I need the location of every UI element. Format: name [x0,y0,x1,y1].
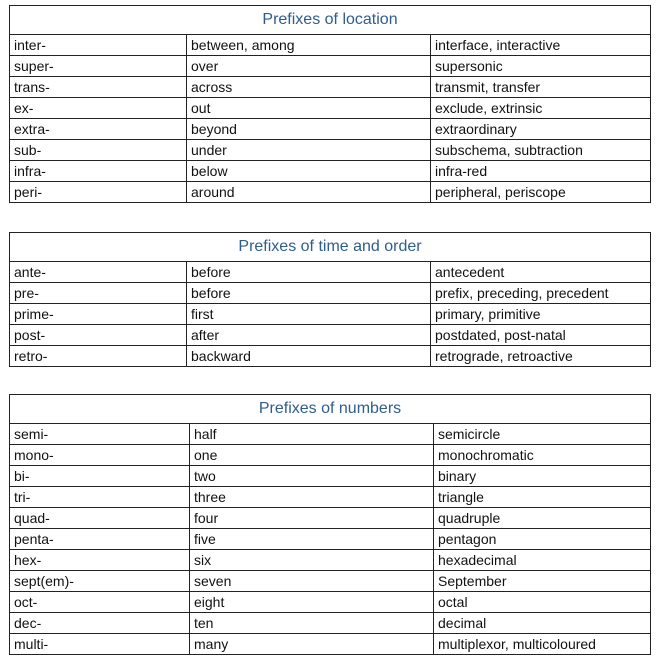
table-row [10,77,651,98]
prefix-cell: prime- [10,304,187,325]
meaning-cell: before [187,262,431,283]
prefix-cell: ante- [10,262,187,283]
meaning-cell: five [190,529,434,550]
example-cell: hexadecimal [434,550,651,571]
prefix-cell: inter- [10,35,187,56]
example-cell: monochromatic [434,445,651,466]
example-cell: antecedent [431,262,651,283]
example-cell: multiplexor, multicoloured [434,634,651,655]
prefix-cell: super- [10,56,187,77]
prefix-cell: hex- [10,550,190,571]
example-cell: semicircle [434,424,651,445]
example-cell: decimal [434,613,651,634]
number-prefixes-table [9,394,651,655]
meaning-cell: across [187,77,431,98]
prefix-cell: dec- [10,613,190,634]
meaning-cell: below [187,161,431,182]
example-cell: retrograde, retroactive [431,346,651,367]
table-row [10,304,651,325]
table-row [10,283,651,304]
prefix-cell: ex- [10,98,187,119]
meaning-cell: under [187,140,431,161]
example-cell: exclude, extrinsic [431,98,651,119]
meaning-cell: beyond [187,119,431,140]
table-body [10,262,651,367]
prefix-cell: extra- [10,119,187,140]
table-row [10,262,651,283]
meaning-cell: out [187,98,431,119]
table-row [10,35,651,56]
example-cell: subschema, subtraction [431,140,651,161]
example-cell: supersonic [431,56,651,77]
meaning-cell: backward [187,346,431,367]
example-cell: peripheral, periscope [431,182,651,203]
table-row [10,529,651,550]
example-cell: primary, primitive [431,304,651,325]
meaning-cell: after [187,325,431,346]
meaning-cell: before [187,283,431,304]
table-row [10,445,651,466]
table-title: Prefixes of location [10,6,651,35]
table-row [10,613,651,634]
table-row [10,508,651,529]
table-body [10,424,651,655]
prefix-cell: sub- [10,140,187,161]
table-row [10,346,651,367]
prefix-cell: trans- [10,77,187,98]
example-cell: interface, interactive [431,35,651,56]
table-row [10,161,651,182]
example-cell: octal [434,592,651,613]
example-cell: quadruple [434,508,651,529]
prefix-cell: tri- [10,487,190,508]
table-row [10,487,651,508]
example-cell: extraordinary [431,119,651,140]
table-title: Prefixes of numbers [10,395,651,424]
table-row [10,634,651,655]
table-row [10,592,651,613]
prefix-cell: semi- [10,424,190,445]
meaning-cell: ten [190,613,434,634]
example-cell: triangle [434,487,651,508]
meaning-cell: between, among [187,35,431,56]
prefix-cell: mono- [10,445,190,466]
table-row [10,325,651,346]
prefix-cell: oct- [10,592,190,613]
meaning-cell: eight [190,592,434,613]
prefix-cell: quad- [10,508,190,529]
table-row [10,98,651,119]
example-cell: binary [434,466,651,487]
prefix-cell: post- [10,325,187,346]
table-row [10,424,651,445]
time-order-prefixes-table [9,232,651,367]
meaning-cell: six [190,550,434,571]
example-cell: infra-red [431,161,651,182]
example-cell: September [434,571,651,592]
example-cell: pentagon [434,529,651,550]
prefix-cell: sept(em)- [10,571,190,592]
meaning-cell: around [187,182,431,203]
example-cell: postdated, post-natal [431,325,651,346]
prefix-cell: infra- [10,161,187,182]
meaning-cell: three [190,487,434,508]
table-body [10,35,651,203]
meaning-cell: over [187,56,431,77]
example-cell: transmit, transfer [431,77,651,98]
table-row [10,140,651,161]
table-row [10,466,651,487]
meaning-cell: first [187,304,431,325]
prefix-cell: pre- [10,283,187,304]
table-row [10,56,651,77]
table-row [10,550,651,571]
table-row [10,571,651,592]
meaning-cell: many [190,634,434,655]
meaning-cell: four [190,508,434,529]
meaning-cell: two [190,466,434,487]
prefix-cell: retro- [10,346,187,367]
prefix-cell: bi- [10,466,190,487]
table-title: Prefixes of time and order [10,233,651,262]
meaning-cell: one [190,445,434,466]
location-prefixes-table [9,5,651,203]
prefix-cell: peri- [10,182,187,203]
meaning-cell: seven [190,571,434,592]
example-cell: prefix, preceding, precedent [431,283,651,304]
prefix-cell: penta- [10,529,190,550]
table-row [10,182,651,203]
prefix-cell: multi- [10,634,190,655]
meaning-cell: half [190,424,434,445]
table-row [10,119,651,140]
